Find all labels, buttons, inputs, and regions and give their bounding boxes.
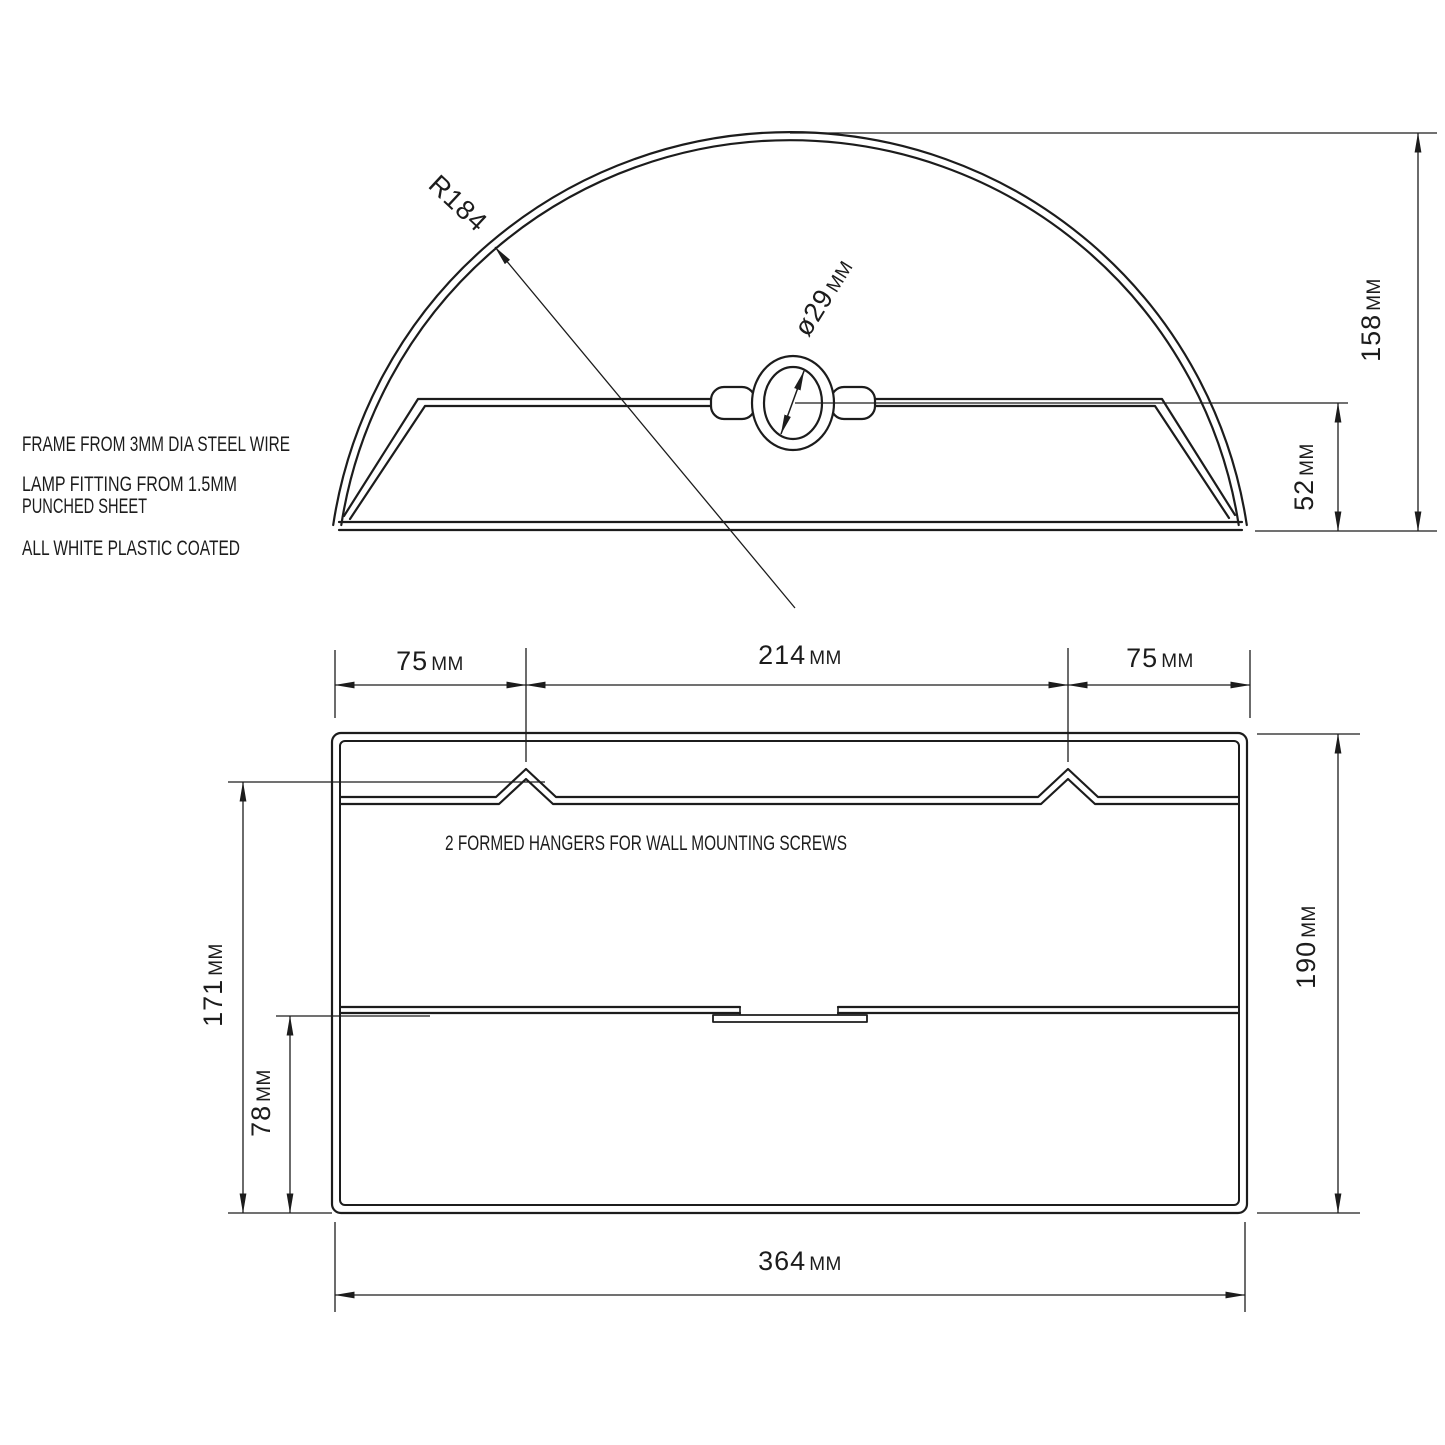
- fitting-ear-left: [711, 387, 755, 419]
- label-214: 214 MM: [758, 640, 842, 670]
- label-fitting-diameter: ø29MM: [788, 257, 858, 342]
- fitting-tab-front: [713, 1015, 867, 1022]
- note-plastic-coated: ALL WHITE PLASTIC COATED: [22, 537, 240, 560]
- label-skirt-height: 52MM: [1289, 443, 1319, 511]
- note-hangers: 2 FORMED HANGERS FOR WALL MOUNTING SCREWS: [445, 832, 847, 855]
- label-171: 171MM: [198, 943, 228, 1027]
- label-75-left: 75 MM: [396, 646, 464, 676]
- note-lamp-fitting-line1: LAMP FITTING FROM 1.5MM: [22, 473, 237, 496]
- label-dome-height: 158MM: [1356, 278, 1386, 362]
- label-364: 364 MM: [758, 1246, 842, 1276]
- note-frame-wire: FRAME FROM 3MM DIA STEEL WIRE: [22, 433, 290, 456]
- label-190: 190MM: [1291, 905, 1321, 989]
- label-75-right: 75 MM: [1126, 643, 1194, 673]
- label-78: 78MM: [246, 1069, 276, 1137]
- note-lamp-fitting-line2: PUNCHED SHEET: [22, 495, 148, 518]
- label-radius: R184: [422, 169, 494, 238]
